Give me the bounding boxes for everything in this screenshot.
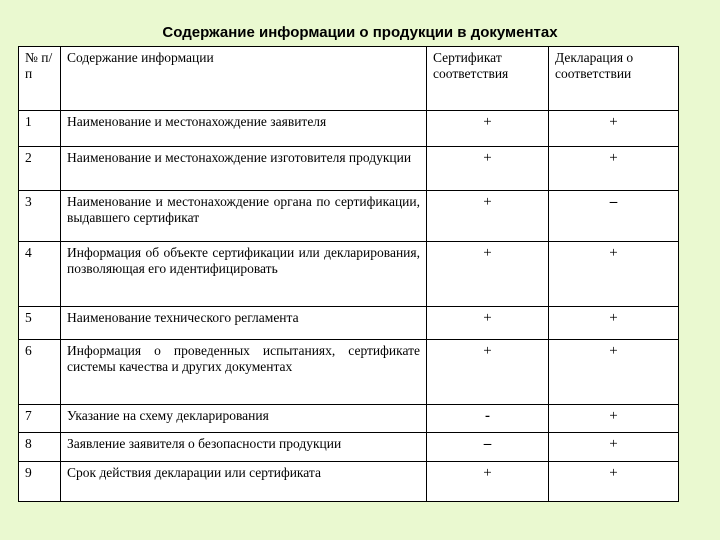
row-decl-mark: + bbox=[549, 147, 679, 191]
table-row bbox=[19, 307, 679, 340]
row-text: Информация об объекте сертификации или декларирования, позволяющая его идентифицировать bbox=[61, 242, 427, 307]
row-num: 4 bbox=[19, 242, 61, 307]
row-text: Наименование и местонахождение заявителя bbox=[61, 111, 427, 147]
row-num: 5 bbox=[19, 307, 61, 340]
row-cert-mark: + bbox=[427, 307, 549, 340]
header-declaration: Декларация о соответствии bbox=[549, 47, 679, 111]
row-text: Наименование технического регламента bbox=[61, 307, 427, 340]
table-row bbox=[19, 340, 679, 405]
row-num: 1 bbox=[19, 111, 61, 147]
table-row bbox=[19, 111, 679, 147]
table-row bbox=[19, 405, 679, 433]
info-table bbox=[18, 46, 679, 502]
header-num: № п/п bbox=[19, 47, 61, 111]
row-cert-mark: + bbox=[427, 147, 549, 191]
row-cert-mark: + bbox=[427, 340, 549, 405]
table-row bbox=[19, 462, 679, 502]
header-certificate: Сертификат соответствия bbox=[427, 47, 549, 111]
row-cert-mark: - bbox=[427, 405, 549, 433]
header-content: Содержание информации bbox=[61, 47, 427, 111]
row-decl-mark: + bbox=[549, 433, 679, 462]
row-num: 7 bbox=[19, 405, 61, 433]
row-decl-mark: + bbox=[549, 307, 679, 340]
row-cert-mark: + bbox=[427, 191, 549, 242]
page-title: Содержание информации о продукции в документах bbox=[162, 24, 558, 41]
table-row bbox=[19, 433, 679, 462]
table-row bbox=[19, 242, 679, 307]
table-row bbox=[19, 147, 679, 191]
table-header-row bbox=[19, 47, 679, 111]
row-text: Наименование и местонахождение изготовителя продукции bbox=[61, 147, 427, 191]
row-num: 9 bbox=[19, 462, 61, 502]
row-decl-mark: + bbox=[549, 242, 679, 307]
row-num: 6 bbox=[19, 340, 61, 405]
row-decl-mark: + bbox=[549, 462, 679, 502]
row-num: 3 bbox=[19, 191, 61, 242]
row-text: Срок действия декларации или сертификата bbox=[61, 462, 427, 502]
table-row bbox=[19, 191, 679, 242]
row-cert-mark: – bbox=[427, 433, 549, 462]
row-cert-mark: + bbox=[427, 462, 549, 502]
row-text: Информация о проведенных испытаниях, сертификате системы качества и других документах bbox=[61, 340, 427, 405]
row-decl-mark: – bbox=[549, 191, 679, 242]
row-num: 8 bbox=[19, 433, 61, 462]
row-cert-mark: + bbox=[427, 111, 549, 147]
row-text: Наименование и местонахождение органа по сертификации, выдавшего сертификат bbox=[61, 191, 427, 242]
row-decl-mark: + bbox=[549, 405, 679, 433]
row-cert-mark: + bbox=[427, 242, 549, 307]
row-text: Указание на схему декларирования bbox=[61, 405, 427, 433]
row-num: 2 bbox=[19, 147, 61, 191]
row-decl-mark: + bbox=[549, 111, 679, 147]
row-text: Заявление заявителя о безопасности продукции bbox=[61, 433, 427, 462]
row-decl-mark: + bbox=[549, 340, 679, 405]
